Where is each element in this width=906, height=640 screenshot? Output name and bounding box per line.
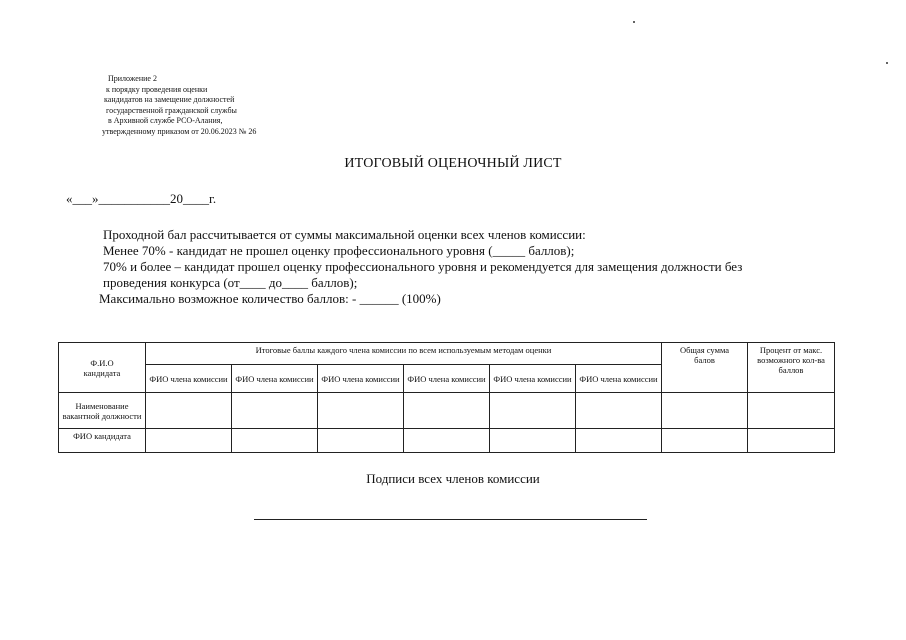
- header-member-fio: ФИО члена комиссии: [490, 365, 576, 393]
- score-cell: [232, 393, 318, 429]
- rules-line: Менее 70% - кандидат не прошел оценку профессионального уровня (_____ баллов);: [103, 243, 575, 258]
- score-cell: [318, 429, 404, 453]
- header-member-fio: ФИО члена комиссии: [146, 365, 232, 393]
- max-score-line: Максимально возможное количество баллов: - ______ (100%): [99, 291, 441, 306]
- score-cell: [146, 393, 232, 429]
- row-label-vacant-position: Наименование вакантной должности: [59, 393, 146, 429]
- date-line: «___»___________20____г.: [66, 191, 217, 206]
- header-member-fio: ФИО члена комиссии: [318, 365, 404, 393]
- scan-speck: [886, 62, 888, 64]
- percent-cell: [748, 393, 835, 429]
- score-cell: [576, 429, 662, 453]
- score-cell: [318, 393, 404, 429]
- appendix-line: Приложение 2: [108, 74, 157, 83]
- header-candidate-fio: Ф.И.О кандидата: [59, 343, 146, 393]
- signature-line: [254, 519, 647, 520]
- header-member-fio: ФИО члена комиссии: [576, 365, 662, 393]
- header-member-fio: ФИО члена комиссии: [404, 365, 490, 393]
- score-cell: [490, 393, 576, 429]
- row-label-candidate-fio: ФИО кандидата: [59, 429, 146, 453]
- appendix-line: государственной гражданской службы: [106, 105, 237, 115]
- appendix-block: [104, 74, 256, 138]
- score-cell: [146, 429, 232, 453]
- header-percent-of-max: Процент от макс. возможного кол-ва баллов: [748, 343, 835, 393]
- score-cell: [232, 429, 318, 453]
- appendix-line: в Архивной службе РСО-Алания,: [108, 116, 223, 126]
- score-cell: [576, 393, 662, 429]
- rules-line: Проходной бал рассчитывается от суммы максимальной оценки всех членов комиссии:: [103, 227, 586, 242]
- document-title: ИТОГОВЫЙ ОЦЕНОЧНЫЙ ЛИСТ: [344, 156, 562, 171]
- appendix-line: к порядку проведения оценки: [106, 84, 208, 94]
- header-total-sum: Общая сумма балов: [662, 343, 748, 393]
- header-member-fio: ФИО члена комиссии: [232, 365, 318, 393]
- percent-cell: [748, 429, 835, 453]
- appendix-line: кандидатов на замещение должностей: [104, 95, 235, 105]
- score-cell: [404, 429, 490, 453]
- rules-paragraph: [99, 227, 843, 307]
- score-cell: [490, 429, 576, 453]
- rules-line: проведения конкурса (от____ до____ баллов);: [103, 275, 358, 290]
- total-cell: [662, 429, 748, 453]
- signatures-caption: Подписи всех членов комиссии: [366, 471, 540, 486]
- rules-line: 70% и более – кандидат прошел оценку профессионального уровня и рекомендуется для замещения должности без: [103, 259, 743, 274]
- header-member-scores: Итоговые баллы каждого члена комиссии по всем используемым методам оценки: [146, 343, 662, 365]
- score-cell: [404, 393, 490, 429]
- evaluation-table: [58, 342, 835, 453]
- scan-speck: [633, 21, 635, 23]
- appendix-line: утвержденному приказом от 20.06.2023 № 26: [102, 126, 257, 136]
- total-cell: [662, 393, 748, 429]
